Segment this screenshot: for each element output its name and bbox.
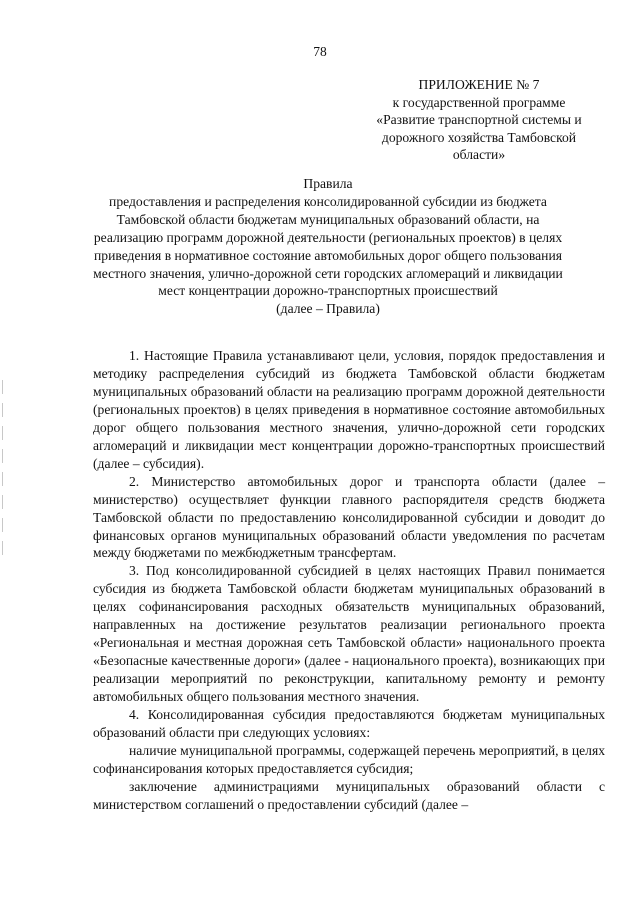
appendix-line: области» [452,147,506,163]
paragraph: заключение администрациями муниципальных образований области с министерством соглашений о предоставлении субсидий (далее – [93,778,605,812]
appendix-line: дорожного хозяйства Тамбовской [381,129,577,145]
rules-title: Правила [303,176,353,191]
rules-subtitle: предоставления и распределения консолидированной субсидии из бюджета Тамбовской области бюджетам муниципальных образований области, на реализацию программ дорожной деятельности (региональных проектов) в целях приведения в нормативное состояние автомобильных дорог общего пользования местного значения, улично-дорожной сети городских агломераций и ликвидации мест концентрации дорожно-транспортных происшествий [93,193,563,299]
paragraph: 3. Под консолидированной субсидией в целях настоящих Правил понимается субсидия из бюджета Тамбовской области бюджетам муниципальных образований в целях софинансирования расходных обязательств муниципальных образований, направленных на достижение результатов реализации регионального проекта «Региональная и местная дорожная сеть Тамбовской области» национального проекта «Безопасные качественные дороги» (далее - национального проекта), возникающих при реализации мероприятий по реконструкции, капитальному ремонту и ремонту автомобильных общего пользования местного значения. [93,563,605,705]
paragraph: 1. Настоящие Правила устанавливают цели, условия, порядок предоставления и методику распределения субсидий из бюджета Тамбовской области бюджетам муниципальных образований области на реализацию программ дорожной деятельности (региональных проектов) в целях приведения в нормативное состояние автомобильных дорог общего пользования местного значения, улично-дорожной сети городских агломераций и ликвидации мест концентрации дорожно-транспортных происшествий (далее – субсидия). [93,348,605,471]
paragraph: 4. Консолидированная субсидия предоставляются бюджетам муниципальных образований области при следующих условиях: [93,707,605,741]
appendix-line: «Развитие транспортной системы и [376,112,582,128]
appendix-header [340,76,618,164]
appendix-title: ПРИЛОЖЕНИЕ № 7 [418,77,540,92]
paragraph: наличие муниципальной программы, содержащей перечень мероприятий, в целях софинансирования которых предоставляется субсидия; [93,742,605,776]
rules-heading [84,175,572,318]
page-number: 78 [313,44,327,59]
appendix-line: к государственной программе [392,94,566,110]
paragraph: 2. Министерство автомобильных дорог и транспорта области (далее – министерство) осуществляет функции главного распорядителя средств бюджета Тамбовской области по предоставлению консолидированной субсидии и доводит до финансовых органов муниципальных образований области уведомления по расчетам между бюджетами по межбюджетным трансфертам. [93,473,605,561]
document-body [93,347,605,814]
scan-margin-marks [2,380,5,560]
rules-abbreviation: (далее – Правила) [276,301,380,317]
